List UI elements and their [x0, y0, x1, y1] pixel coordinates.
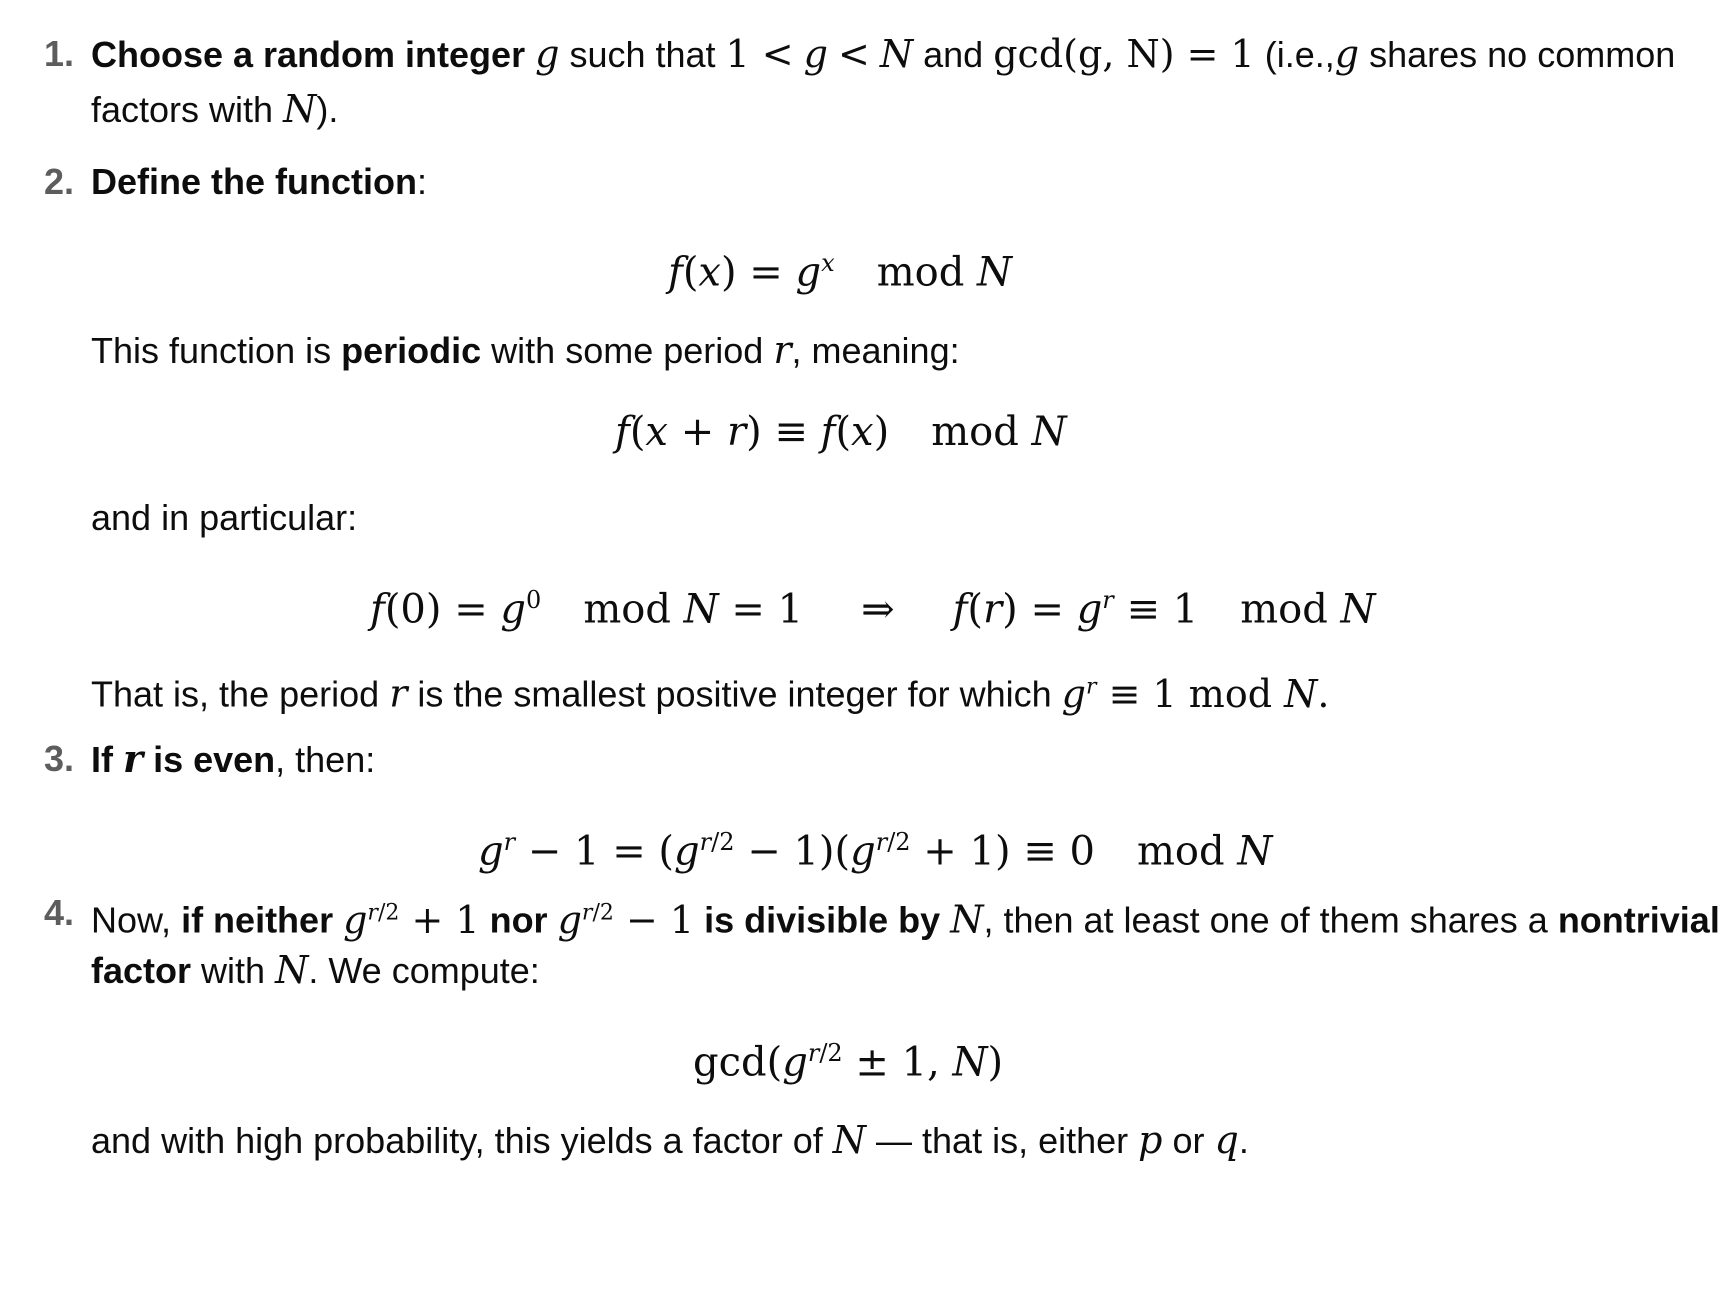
- step-3-then: , then:: [275, 739, 376, 780]
- step-1-line-1: [91, 32, 1675, 77]
- equation-function-definition: $f(x) = g^x$ mod N: [668, 249, 1013, 296]
- equation-periodicity: f(x + r) ≡ f(x) mod N: [615, 409, 1067, 455]
- step-2-title: Define the function: [91, 161, 417, 202]
- list-number-1: 1.: [44, 33, 75, 74]
- periodic-text-2: with some period: [491, 330, 764, 371]
- step-1-and: and: [923, 34, 984, 75]
- step-1-close: ).: [316, 89, 339, 130]
- thatis-text-2: is the smallest positive integer for which: [417, 673, 1052, 715]
- math-g: g: [803, 32, 828, 76]
- math-N: N: [832, 1118, 866, 1162]
- thatis-paragraph: [91, 665, 1329, 717]
- step-4-nontrivial: nontrivial: [1557, 899, 1720, 941]
- math-gr2-plus: $g^{r/2} + 1$: [343, 897, 480, 942]
- math-gr2-minus: $g^{r/2} - 1$: [557, 897, 695, 942]
- step-4-then: , then at least one of them shares a: [983, 899, 1548, 941]
- math-r: r: [389, 671, 408, 716]
- periodic-paragraph: [91, 328, 960, 373]
- math-thatis: $g^r \equiv 1$ mod N.: [1061, 671, 1330, 716]
- math-N: N: [275, 948, 309, 992]
- math-mod: mod: [931, 409, 1019, 455]
- math-N: N: [1237, 828, 1273, 875]
- step-3-is-even: is even: [153, 739, 276, 780]
- math-p: p: [1138, 1118, 1163, 1162]
- math-gcd: gcd: [693, 1039, 767, 1086]
- math-mod: mod: [1188, 671, 1273, 716]
- equation-factorization: $g^r - 1 = (g^{r/2} - 1)(g^{r/2} + 1) \equiv 0$ mod N: [478, 828, 1273, 875]
- math-r: r: [123, 736, 144, 781]
- math-N: N: [950, 897, 984, 942]
- step-3-if: [91, 736, 276, 781]
- step-1-title: Choose a random integer: [91, 34, 526, 75]
- particular-text: and in particular:: [91, 497, 358, 538]
- math-mod: mod: [876, 249, 965, 296]
- periodic-text-1: This function is: [91, 330, 332, 371]
- step-3-line: [91, 737, 375, 782]
- periodic-bold: periodic: [341, 330, 482, 371]
- step-1-text: such that: [569, 34, 716, 75]
- final-paragraph: and with high probability, this yields a factor of N — that is, either p or q.: [91, 1118, 1249, 1162]
- step-4-nor: nor: [489, 899, 548, 941]
- periodic-text-3: , meaning:: [791, 330, 960, 371]
- final-text-3: or: [1172, 1120, 1205, 1161]
- step-1-factors-with: factors with: [91, 89, 274, 130]
- step-4-now: Now,: [91, 899, 172, 941]
- final-text-1: and with high probability, this yields a factor of: [91, 1120, 823, 1161]
- math-lt-1: 1 <: [725, 32, 794, 76]
- math-N: N: [977, 249, 1013, 296]
- math-lt-2: <: [838, 32, 870, 76]
- step-1-shares: shares no common: [1369, 34, 1676, 75]
- step-4-compute: . We compute:: [308, 950, 540, 991]
- math-mod: mod: [1240, 586, 1328, 633]
- step-2-line: [91, 160, 427, 204]
- equation-gcd: $\gcd(g^{r/2} \pm 1$, N): [693, 1039, 1004, 1086]
- math-mod: mod: [1136, 828, 1225, 875]
- step-4-line-1: [91, 891, 1720, 943]
- math-g: g: [535, 32, 560, 76]
- step-2-colon: :: [417, 161, 428, 202]
- final-text-2: — that is, either: [876, 1120, 1129, 1161]
- step-4-with: with: [201, 950, 266, 991]
- step-1-line-2: [91, 87, 338, 132]
- math-N: N: [1340, 586, 1376, 633]
- list-number-4: 4.: [44, 892, 75, 933]
- step-4-line-2: [91, 948, 540, 993]
- math-N: N: [1031, 409, 1067, 455]
- math-N: N: [283, 87, 317, 131]
- math-q: q: [1214, 1118, 1239, 1162]
- step-4-factor: factor: [91, 950, 192, 991]
- math-g: g: [1334, 32, 1360, 76]
- step-4-if-neither: if neither: [181, 899, 334, 941]
- math-gcd-condition: gcd(g, N) = 1: [993, 32, 1255, 76]
- list-number-2: 2.: [44, 161, 75, 202]
- step-4-divisible: is divisible by: [704, 899, 941, 941]
- list-number-3: 3.: [44, 738, 75, 779]
- step-3-if-text: If: [91, 739, 113, 780]
- math-N: N: [879, 32, 914, 76]
- math-mod: mod: [583, 586, 671, 633]
- thatis-text-1: That is, the period: [91, 673, 380, 715]
- math-r: r: [773, 328, 792, 372]
- equation-particular: $f(0) = g^0$ mod N = 1 ⇒ $f(r) = g^r \equiv 1$ mod N: [370, 586, 1376, 633]
- step-1-ie: (i.e.,: [1264, 34, 1335, 75]
